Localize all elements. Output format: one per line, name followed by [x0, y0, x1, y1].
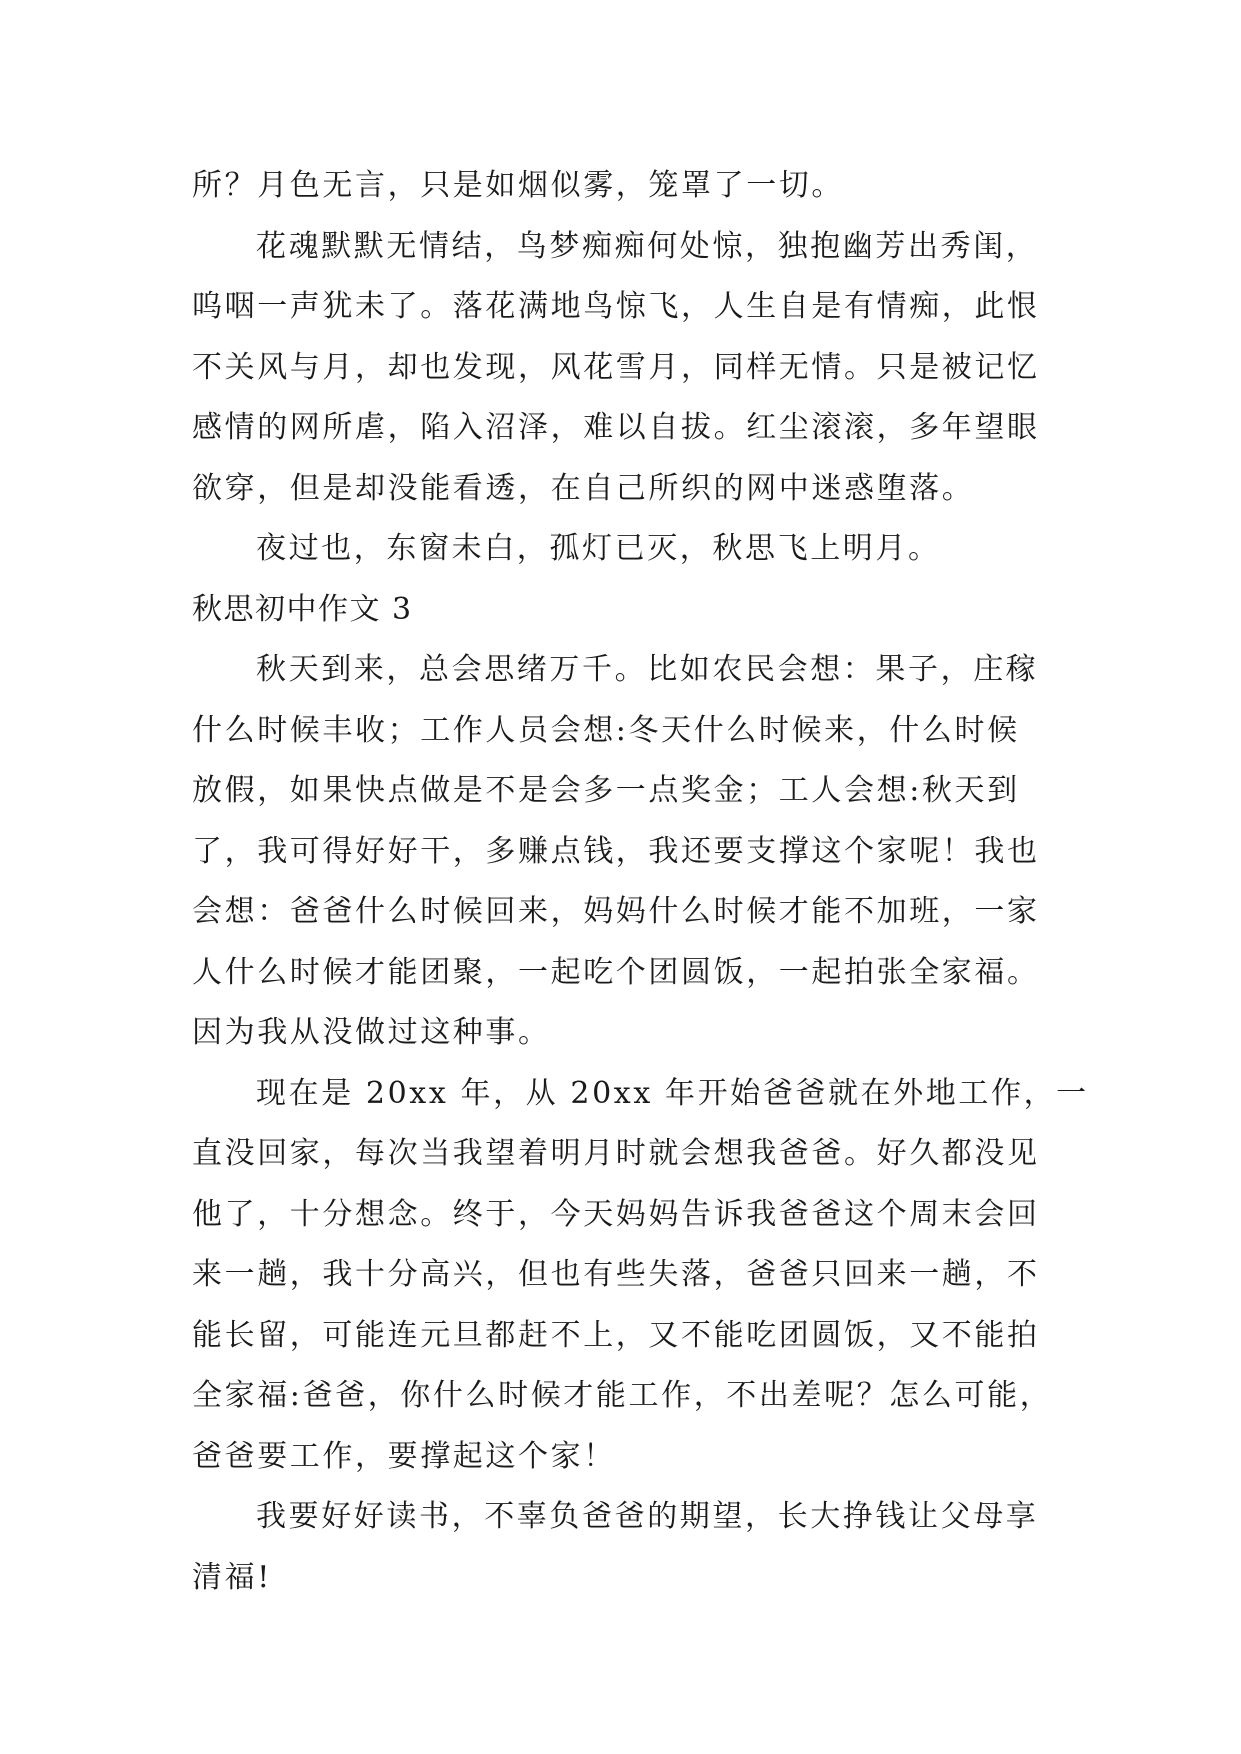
text-line: 夜过也，东窗未白，孤灯已灭，秋思飞上明月。: [256, 531, 941, 566]
text-line: 放假，如果快点做是不是会多一点奖金；工人会想:秋天到: [192, 773, 1020, 808]
text-line: 因为我从没做过这种事。: [192, 1015, 551, 1050]
text-line: 呜咽一声犹未了。落花满地鸟惊飞，人生自是有情痴，此恨: [192, 289, 1040, 324]
section-heading: 秋思初中作文 3: [192, 591, 413, 627]
text-line: 所？月色无言，只是如烟似雾，笼罩了一切。: [192, 168, 844, 203]
text-line: 直没回家，每次当我望着明月时就会想我爸爸。好久都没见: [192, 1136, 1040, 1171]
text-line: 他了，十分想念。终于，今天妈妈告诉我爸爸这个周末会回: [192, 1196, 1040, 1232]
text-line: 欲穿，但是却没能看透，在自己所织的网中迷惑堕落。: [192, 470, 975, 506]
essay-text-column: [192, 156, 1089, 1608]
text-line: 秋天到来，总会思绪万千。比如农民会想：果子，庄稼: [256, 652, 1039, 687]
text-line: 全家福:爸爸，你什么时候才能工作，不出差呢？怎么可能，: [192, 1378, 1053, 1413]
text-line: 不关风与月，却也发现，风花雪月，同样无情。只是被记忆: [192, 349, 1040, 385]
text-line: 来一趟，我十分高兴，但也有些失落，爸爸只回来一趟，不: [192, 1257, 1040, 1292]
text-line: 现在是 20xx 年，从 20xx 年开始爸爸就在外地工作，一: [256, 1075, 1089, 1111]
text-line: 能长留，可能连元旦都赶不上，又不能吃团圆饭，又不能拍: [192, 1317, 1040, 1353]
text-line: 会想：爸爸什么时候回来，妈妈什么时候才能不加班，一家: [192, 894, 1040, 929]
text-line: 人什么时候才能团聚，一起吃个团圆饭，一起拍张全家福。: [192, 954, 1040, 990]
text-line: 感情的网所虐，陷入沼泽，难以自拔。红尘滚滚，多年望眼: [192, 410, 1040, 445]
text-line: 我要好好读书，不辜负爸爸的期望，长大挣钱让父母享: [256, 1499, 1039, 1534]
text-line: 爸爸要工作，要撑起这个家！: [192, 1438, 616, 1474]
text-line: 花魂默默无情结，鸟梦痴痴何处惊，独抱幽芳出秀闺，: [256, 228, 1039, 264]
text-line: 了，我可得好好干，多赚点钱，我还要支撑这个家呢！我也: [192, 833, 1040, 869]
text-line: 清福!: [192, 1559, 272, 1595]
text-line: 什么时候丰收；工作人员会想:冬天什么时候来，什么时候: [192, 712, 1020, 748]
